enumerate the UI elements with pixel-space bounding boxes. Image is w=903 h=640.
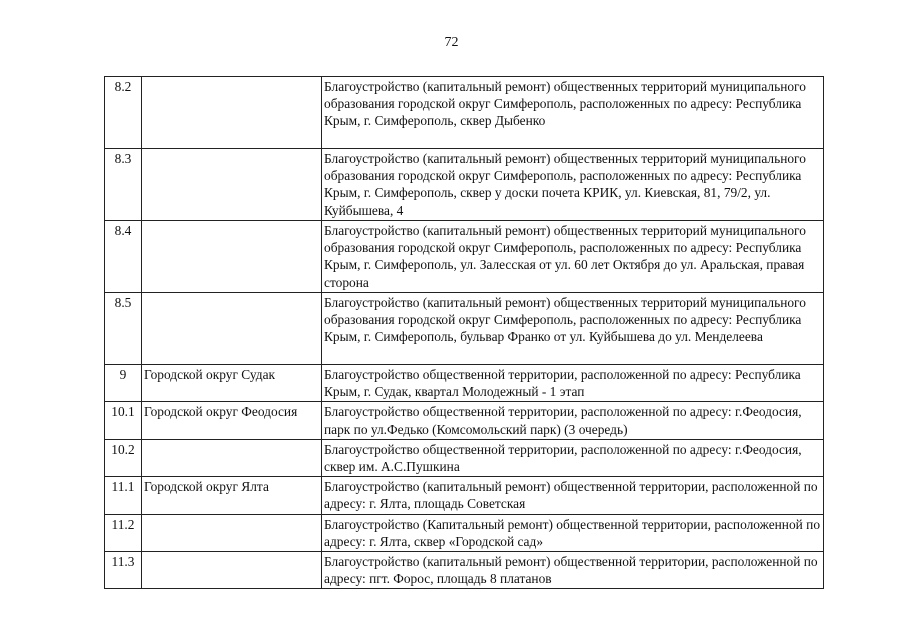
row-number: 8.3 — [105, 149, 142, 221]
municipality-cell — [142, 221, 322, 293]
table-row — [105, 293, 824, 365]
table-row — [105, 514, 824, 551]
table-row — [105, 477, 824, 514]
page-number: 72 — [444, 35, 459, 50]
row-number: 8.4 — [105, 221, 142, 293]
row-number: 8.5 — [105, 293, 142, 365]
municipality-cell: Городской округ Феодосия — [142, 402, 322, 439]
row-number: 8.2 — [105, 77, 142, 149]
table-row — [105, 365, 824, 402]
row-number: 11.1 — [105, 477, 142, 514]
municipality-cell — [142, 552, 322, 589]
description-cell: Благоустройство (капитальный ремонт) общественных территорий муниципального образования городской округ Симферополь, расположенных по адресу: Республика Крым, г. Симферополь, сквер у доски почета КРИК, ул. Киевская, 81, 79/2, ул. Куйбышева, 4 — [322, 149, 824, 221]
table-row — [105, 439, 824, 476]
document-table — [104, 76, 824, 589]
table-row — [105, 402, 824, 439]
row-number: 11.3 — [105, 552, 142, 589]
table-row — [105, 552, 824, 589]
row-number: 11.2 — [105, 514, 142, 551]
description-cell: Благоустройство общественной территории, расположенной по адресу: г.Феодосия, сквер им. А.С.Пушкина — [322, 439, 824, 476]
description-cell: Благоустройство (капитальный ремонт) общественных территорий муниципального образования городской округ Симферополь, расположенных по адресу: Республика Крым, г. Симферополь, бульвар Франко от ул. Куйбышева до ул. Менделеева — [322, 293, 824, 365]
description-cell: Благоустройство (Капитальный ремонт) общественной территории, расположенной по адресу: г. Ялта, сквер «Городской сад» — [322, 514, 824, 551]
municipality-cell: Городской округ Ялта — [142, 477, 322, 514]
table-row — [105, 77, 824, 149]
description-cell: Благоустройство общественной территории, расположенной по адресу: Республика Крым, г. Судак, квартал Молодежный - 1 этап — [322, 365, 824, 402]
row-number: 10.2 — [105, 439, 142, 476]
description-cell: Благоустройство общественной территории, расположенной по адресу: г.Феодосия, парк по ул.Федько (Комсомольский парк) (3 очередь) — [322, 402, 824, 439]
table-row — [105, 149, 824, 221]
municipality-cell — [142, 514, 322, 551]
municipality-cell — [142, 149, 322, 221]
row-number: 9 — [105, 365, 142, 402]
description-cell: Благоустройство (капитальный ремонт) общественной территории, расположенной по адресу: г. Ялта, площадь Советская — [322, 477, 824, 514]
municipality-cell — [142, 77, 322, 149]
municipality-cell — [142, 439, 322, 476]
municipality-cell: Городской округ Судак — [142, 365, 322, 402]
municipality-cell — [142, 293, 322, 365]
description-cell: Благоустройство (капитальный ремонт) общественных территорий муниципального образования городской округ Симферополь, расположенных по адресу: Республика Крым, г. Симферополь, сквер Дыбенко — [322, 77, 824, 149]
table-row — [105, 221, 824, 293]
description-cell: Благоустройство (капитальный ремонт) общественных территорий муниципального образования городской округ Симферополь, расположенных по адресу: Республика Крым, г. Симферополь, ул. Залесская от ул. 60 лет Октября до ул. Аральская, правая сторона — [322, 221, 824, 293]
description-cell: Благоустройство (капитальный ремонт) общественной территории, расположенной по адресу: пгт. Форос, площадь 8 платанов — [322, 552, 824, 589]
row-number: 10.1 — [105, 402, 142, 439]
